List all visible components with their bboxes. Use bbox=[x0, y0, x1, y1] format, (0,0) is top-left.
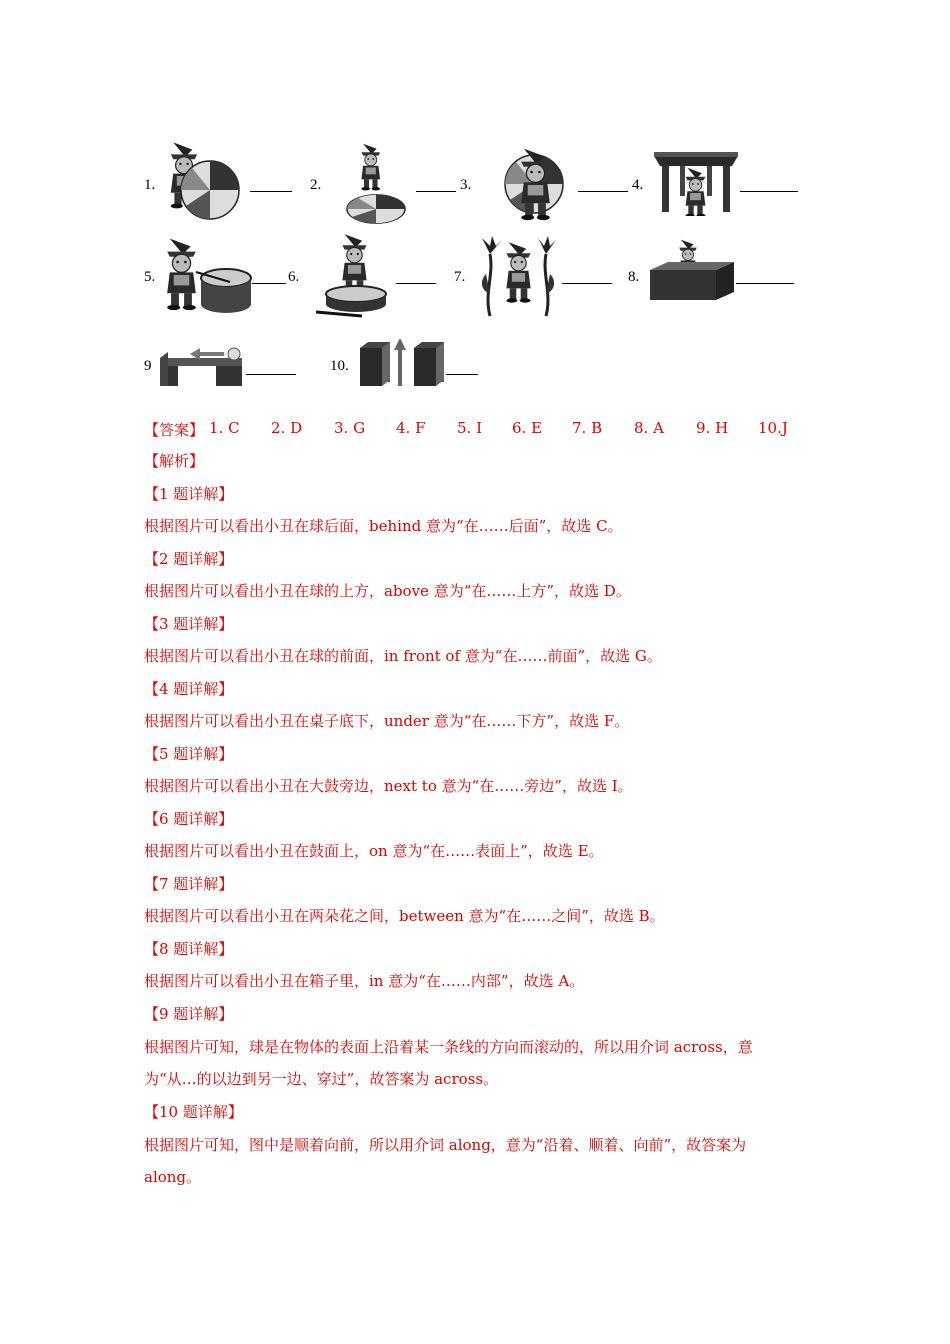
answer-blank[interactable] bbox=[396, 283, 436, 284]
clown-on-drum-icon bbox=[314, 232, 394, 320]
clown-above-ball-icon bbox=[340, 142, 410, 224]
answer-item: 6. E bbox=[512, 419, 543, 437]
answer-item: 1. C bbox=[209, 419, 240, 437]
detail-heading: 【8 题详解】 bbox=[144, 940, 234, 958]
answer-label: 【答案】 bbox=[144, 421, 205, 439]
detail-heading: 【2 题详解】 bbox=[144, 550, 234, 568]
detail-heading: 【1 题详解】 bbox=[144, 485, 234, 503]
answer-blank[interactable] bbox=[736, 283, 794, 284]
answer-blank[interactable] bbox=[246, 374, 296, 375]
answer-item: 2. D bbox=[271, 419, 303, 437]
detail-text: 根据图片可以看出小丑在大鼓旁边，next to 意为“在……旁边”，故选 I。 bbox=[144, 777, 633, 795]
clown-under-table-icon bbox=[652, 150, 740, 216]
answer-item: 8. A bbox=[634, 419, 664, 437]
detail-heading: 【10 题详解】 bbox=[144, 1103, 243, 1121]
detail-text: 根据图片可以看出小丑在鼓面上，on 意为“在……表面上”，故选 E。 bbox=[144, 842, 604, 860]
detail-text: 为“从…的以边到另一边、穿过”，故答案为 across。 bbox=[144, 1070, 499, 1088]
detail-text: 根据图片可以看出小丑在箱子里，in 意为“在……内部”，故选 A。 bbox=[144, 972, 585, 990]
detail-heading: 【5 题详解】 bbox=[144, 745, 234, 763]
detail-text: 根据图片可以看出小丑在球的前面，in front of 意为“在……前面”，故选 G。 bbox=[144, 647, 662, 665]
detail-text: 根据图片可以看出小丑在球后面，behind 意为“在……后面”，故选 C。 bbox=[144, 517, 623, 535]
clown-next-to-drum-icon bbox=[160, 236, 252, 316]
clown-in-box-icon bbox=[648, 238, 736, 304]
question-number: 1. bbox=[144, 177, 156, 193]
answer-item: 5. I bbox=[457, 419, 483, 437]
detail-text: 根据图片可以看出小丑在球的上方，above 意为“在……上方”，故选 D。 bbox=[144, 582, 631, 600]
arrow-along-blocks-icon bbox=[356, 334, 446, 390]
answer-blank[interactable] bbox=[416, 191, 456, 192]
ball-rolling-across-icon bbox=[158, 344, 246, 388]
answer-blank[interactable] bbox=[446, 374, 478, 375]
detail-heading: 【7 题详解】 bbox=[144, 875, 234, 893]
question-number: 8. bbox=[628, 269, 640, 285]
question-number: 7. bbox=[454, 269, 466, 285]
question-number: 6. bbox=[288, 269, 300, 285]
question-number: 2. bbox=[310, 177, 322, 193]
clown-behind-ball-icon bbox=[162, 140, 244, 224]
detail-text: 根据图片可知，图中是顺着向前，所以用介词 along，意为“沿着、顺着、向前”，故答案为 bbox=[144, 1136, 747, 1154]
answer-item: 9. H bbox=[696, 419, 729, 437]
answer-blank[interactable] bbox=[252, 283, 286, 284]
detail-text: 根据图片可知，球是在物体的表面上沿着某一条线的方向而滚动的，所以用介词 across，意 bbox=[144, 1038, 753, 1056]
question-number: 10. bbox=[330, 358, 349, 374]
question-number: 9 bbox=[144, 358, 152, 374]
question-number: 3. bbox=[460, 177, 472, 193]
answer-blank[interactable] bbox=[578, 191, 628, 192]
clown-between-flowers-icon bbox=[478, 234, 558, 318]
question-number: 4. bbox=[632, 177, 644, 193]
detail-heading: 【6 题详解】 bbox=[144, 810, 234, 828]
answer-blank[interactable] bbox=[250, 191, 292, 192]
detail-heading: 【3 题详解】 bbox=[144, 615, 234, 633]
answer-item: 3. G bbox=[334, 419, 366, 437]
detail-text: 根据图片可以看出小丑在桌子底下，under 意为“在……下方”，故选 F。 bbox=[144, 712, 630, 730]
question-number: 5. bbox=[144, 269, 156, 285]
answer-blank[interactable] bbox=[562, 283, 612, 284]
detail-text: along。 bbox=[144, 1168, 202, 1186]
answer-item: 7. B bbox=[572, 419, 603, 437]
answer-item: 4. F bbox=[396, 419, 426, 437]
detail-heading: 【4 题详解】 bbox=[144, 680, 234, 698]
detail-text: 根据图片可以看出小丑在两朵花之间，between 意为“在……之间”，故选 B。 bbox=[144, 907, 665, 925]
clown-in-front-of-ball-icon bbox=[498, 140, 574, 224]
answer-blank[interactable] bbox=[740, 191, 798, 192]
analysis-label: 【解析】 bbox=[144, 452, 205, 470]
answer-item: 10.J bbox=[758, 419, 788, 437]
detail-heading: 【9 题详解】 bbox=[144, 1005, 234, 1023]
